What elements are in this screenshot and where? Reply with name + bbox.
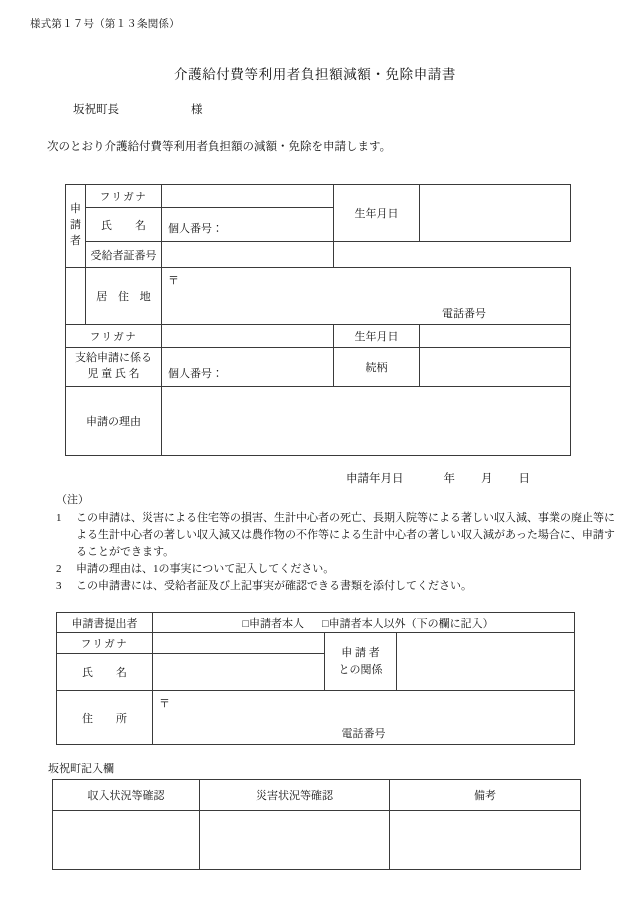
applicant-residence-input[interactable] — [162, 268, 571, 325]
table-row-child-furigana — [66, 325, 571, 348]
application-date-year: 年 — [443, 473, 455, 485]
child-name-input[interactable] — [162, 348, 334, 387]
table-row-child-name — [66, 348, 571, 387]
application-date-day: 日 — [518, 473, 530, 485]
note-number: 2 — [56, 563, 62, 576]
applicant-group-label — [66, 185, 86, 268]
reason-input[interactable] — [162, 387, 571, 456]
child-furigana-label: フリガナ — [66, 325, 162, 348]
checkbox-other[interactable]: □申請者本人以外（下の欄に記入） — [322, 617, 494, 630]
table-row — [53, 811, 581, 870]
submitter-table — [56, 612, 575, 745]
table-row-submitter-type — [57, 613, 575, 633]
note-item — [56, 578, 616, 595]
submitter-relationship-label — [325, 633, 397, 691]
addressee-honorific: 様 — [191, 104, 203, 116]
table-row-reason — [66, 387, 571, 456]
note-item — [56, 510, 616, 561]
recipient-number-input[interactable] — [162, 242, 334, 268]
submitter-type-options — [153, 613, 575, 633]
notes-block — [56, 492, 616, 595]
child-furigana-input[interactable] — [162, 325, 334, 348]
submitter-name-label: 氏 名 — [57, 654, 153, 691]
applicant-mynumber-label: 個人番号： — [168, 223, 223, 235]
child-birthdate-input[interactable] — [420, 325, 571, 348]
child-name-label-line1: 支給申請に係る — [75, 352, 152, 365]
notes-heading: （注） — [56, 494, 89, 506]
submitter-name-input[interactable] — [153, 654, 325, 691]
town-disaster-input[interactable] — [200, 811, 390, 870]
checkbox-self[interactable]: □申請者本人 — [242, 617, 305, 630]
applicant-name-input[interactable] — [162, 208, 334, 242]
submitter-label: 申請書提出者 — [57, 613, 153, 633]
page-title: 介護給付費等利用者負担額減額・免除申請書 — [174, 67, 456, 82]
child-birthdate-label: 生年月日 — [334, 325, 420, 348]
submitter-phone-label: 電話番号 — [341, 728, 386, 740]
group-label-char-3: 者 — [70, 234, 81, 247]
applicant-table — [65, 184, 571, 456]
note-number: 3 — [56, 580, 62, 593]
town-column-disaster: 災害状況等確認 — [200, 780, 390, 811]
applicant-furigana-input[interactable] — [162, 185, 334, 208]
applicant-furigana-label: フリガナ — [86, 185, 162, 208]
submitter-address-label: 住 所 — [57, 691, 153, 745]
table-row-furigana — [66, 185, 571, 208]
submitter-relationship-line2: との関係 — [338, 663, 383, 676]
child-name-label-line2: 児 童 氏 名 — [87, 368, 140, 380]
table-row-submitter-furigana — [57, 633, 575, 654]
note-number: 1 — [56, 512, 62, 525]
applicant-phone-label: 電話番号 — [442, 308, 486, 320]
table-row-recipient-number — [66, 242, 571, 268]
child-name-label — [66, 348, 162, 387]
town-remarks-input[interactable] — [390, 811, 581, 870]
application-date-label: 申請年月日 — [346, 473, 404, 485]
table-row-residence — [66, 268, 571, 325]
note-item — [56, 561, 616, 578]
group-label-char-1: 申 — [70, 203, 81, 216]
applicant-birthdate-label: 生年月日 — [334, 185, 420, 242]
submitter-relationship-input[interactable] — [397, 633, 575, 691]
submitter-furigana-label: フリガナ — [57, 633, 153, 654]
table-row-submitter-address — [57, 691, 575, 745]
addressee-name: 坂祝町長 — [73, 104, 119, 116]
submitter-furigana-input[interactable] — [153, 633, 325, 654]
applicant-birthdate-input[interactable] — [420, 185, 571, 242]
table-header-row — [53, 780, 581, 811]
intro-sentence: 次のとおり介護給付費等利用者負担額の減額・免除を申請します。 — [47, 141, 392, 153]
town-office-table — [52, 779, 581, 870]
application-date-line — [346, 470, 530, 486]
form-number: 様式第１７号（第１３条関係） — [30, 19, 180, 30]
note-text: この申請書には、受給者証及び上記事実が確認できる書類を添付してください。 — [76, 580, 472, 593]
recipient-number-label: 受給者証番号 — [86, 242, 162, 268]
town-income-input[interactable] — [53, 811, 200, 870]
note-text: この申請は、災害による住宅等の損害、生計中心者の死亡、長期入院等による著しい収入減、事業の廃止等による生計中心者の著しい収入減又は農作物の不作等による生計中心者の著しい収入減があった場合に、申請することができます。 — [76, 512, 615, 559]
application-date-month: 月 — [481, 473, 493, 485]
reason-label: 申請の理由 — [66, 387, 162, 456]
child-relationship-input[interactable] — [420, 348, 571, 387]
postal-mark-icon: 〒 — [159, 698, 170, 710]
child-mynumber-label: 個人番号： — [168, 368, 223, 380]
submitter-relationship-line1: 申 請 者 — [341, 647, 380, 659]
applicant-name-label: 氏 名 — [86, 208, 162, 242]
town-section-heading: 坂祝町記入欄 — [48, 763, 114, 775]
note-text: 申請の理由は、1の事実について記入してください。 — [76, 563, 335, 576]
addressee-line — [73, 101, 203, 117]
submitter-address-input[interactable] — [153, 691, 575, 745]
town-column-income: 収入状況等確認 — [53, 780, 200, 811]
postal-mark-icon: 〒 — [168, 275, 179, 287]
town-column-remarks: 備考 — [390, 780, 581, 811]
child-relationship-label: 続柄 — [334, 348, 420, 387]
group-label-char-2: 請 — [70, 219, 81, 232]
applicant-residence-label: 居 住 地 — [86, 268, 162, 325]
